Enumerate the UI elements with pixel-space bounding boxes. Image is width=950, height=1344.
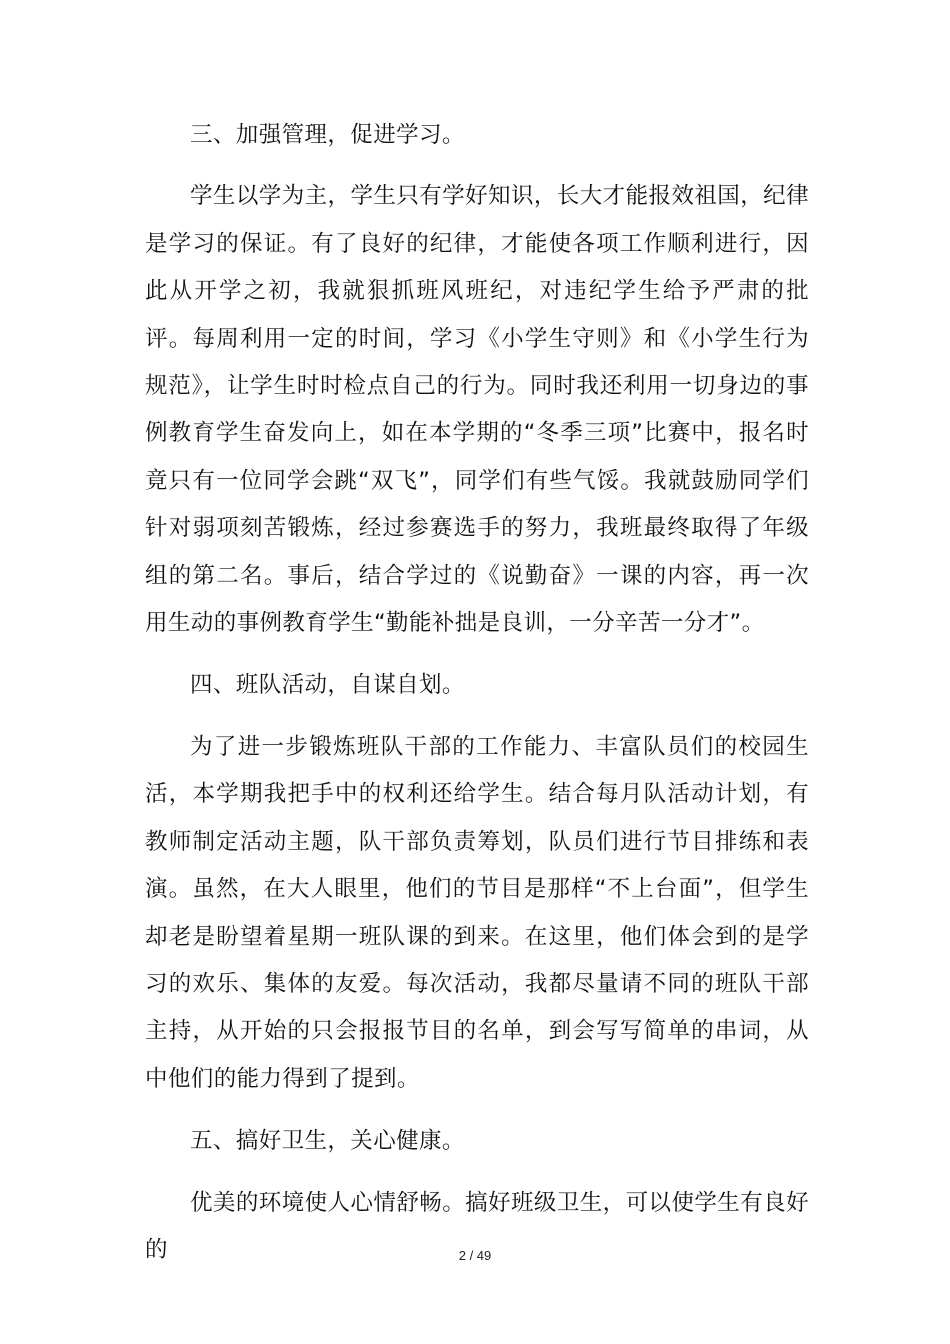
section-paragraph-5: 优美的环境使人心情舒畅。搞好班级卫生，可以使学生有良好的 (145, 1189, 809, 1263)
section-paragraph-4: 为了进一步锻炼班队干部的工作能力、丰富队员们的校园生活，本学期我把手中的权利还给学生。结合每月队活动计划，有教师制定活动主题，队干部负责筹划，队员们进行节目排练和表演。虽然，在大人眼里，他们的节目是那样“不上台面”，但学生却老是盼望着星期一班队课的到来。在这里，他们体会到的是学习的欢乐、集体的友爱。每次活动，我都尽量请不同的班队干部主持，从开始的只会报报节目的名单，到会写写简单的串词，从中他们的能力得到了提到。 (145, 733, 809, 1092)
document-body (145, 112, 809, 1289)
section-paragraph-3: 学生以学为主，学生只有学好知识，长大才能报效祖国，纪律是学习的保证。有了良好的纪律，才能使各项工作顺利进行，因此从开学之初，我就狠抓班风班纪，对违纪学生给予严肃的批评。每周利用一定的时间，学习《小学生守则》和《小学生行为规范》，让学生时时检点自己的行为。同时我还利用一切身边的事例教育学生奋发向上，如在本学期的“冬季三项”比赛中，报名时竟只有一位同学会跳“双飞”，同学们有些气馁。我就鼓励同学们针对弱项刻苦锻炼，经过参赛选手的努力，我班最终取得了年级组的第二名。事后，结合学过的《说勤奋》一课的内容，再一次用生动的事例教育学生“勤能补拙是良训，一分辛苦一分才”。 (145, 183, 809, 637)
section-heading-4: 四、班队活动，自谋自划。 (190, 672, 465, 699)
page-number: 2 / 49 (458, 1248, 492, 1263)
section-heading-5: 五、搞好卫生，关心健康。 (190, 1128, 465, 1155)
section-heading-3: 三、加强管理，促进学习。 (190, 122, 465, 148)
